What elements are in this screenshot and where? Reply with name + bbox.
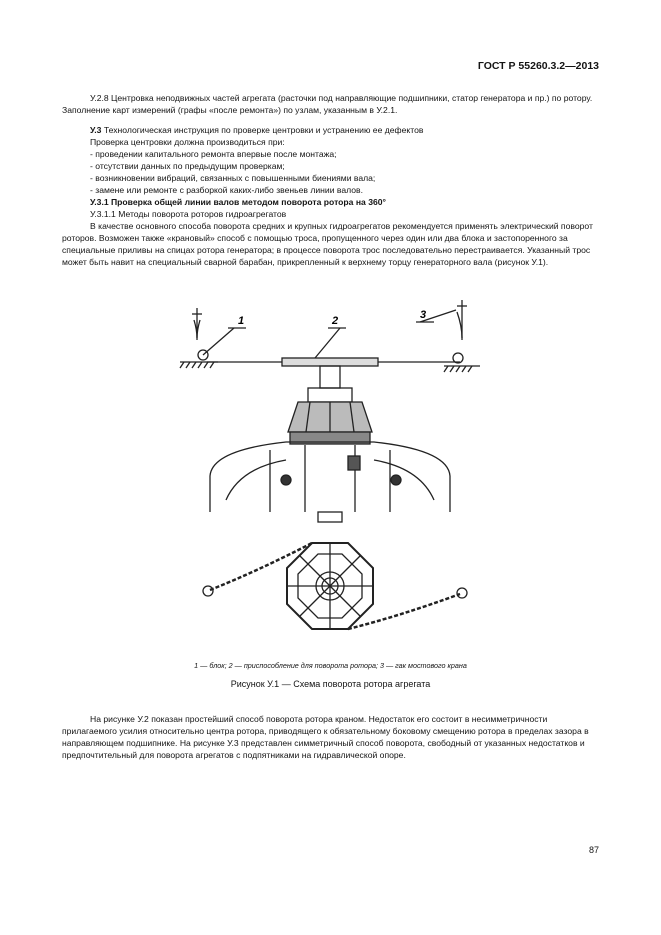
check-item: - возникновении вибраций, связанных с повышенными биениями вала; [90, 173, 376, 183]
shaft-top [320, 366, 340, 388]
section-u31-heading: У.3.1 Проверка общей линии валов методом поворота ротора на 360° [90, 197, 386, 207]
rotation-device [282, 358, 378, 366]
check-item: - замене или ремонте с разборкой каких-либо звеньев линии валов. [90, 185, 364, 195]
figure-legend: 1 — блок; 2 — приспособление для поворота ротора; 3 — гак мостового крана [194, 661, 467, 670]
paragraph-u2-u3: На рисунке У.2 показан простейший способ поворота ротора краном. Недостаток его состоит в несимметричности прилагаемого усилия относительно центра ротора, приводящего к обязательному боковому смещению ротора в пределах зазора в направляющем подшипнике. На рисунке У.3 представлен симметричный способ поворота, свободный от указанных недостатков и предпочтительный для поворота агрегатов с подпятниками на гидравлической опоре. [62, 714, 589, 760]
paragraph-methods: В качестве основного способа поворота средних и крупных гидроагрегатов рекомендуется применять электрический поворот роторов. Возможен также «крановый» способ с помощью троса, пропущенного через один или два блока и застопоренного за специальные приливы на спицах ротора генератора; в процессе поворота трос последовательно перестраивается. Указанный трос может быть навит на специальный сварной барабан, прикрепленный к верхнему торцу генераторного вала (рисунок У.1). [62, 221, 593, 267]
section-u3-title: Технологическая инструкция по проверке центровки и устранению ее дефектов [103, 125, 424, 135]
lower-rope-left [210, 543, 312, 590]
callout-1-leader [203, 328, 234, 355]
figure-rotor-rotation [170, 300, 490, 650]
right-crane-hook [444, 300, 480, 372]
paragraph-u28: У.2.8 Центровка неподвижных частей агрегата (расточки под направляющие подшипники, статор генератора и пр.) по ротору. Заполнение карт измерений (графы «после ремонта») по узлам, указанным в У.2.1. [62, 93, 593, 115]
left-crane-hook [180, 308, 218, 368]
callout-2: 2 [332, 315, 339, 327]
callout-3: 3 [420, 309, 427, 321]
section-u3-heading [62, 124, 599, 136]
callout-1: 1 [238, 315, 245, 327]
section-u3-number: У.3 [90, 125, 102, 135]
check-item: - проведении капитального ремонта впервые после монтажа; [90, 149, 337, 159]
section-u3-block [62, 124, 599, 268]
drum-plan-view [287, 543, 373, 629]
shaft-collar [308, 388, 352, 402]
page-number: 87 [588, 845, 599, 855]
body-text-bottom [62, 713, 599, 761]
figure-caption: Рисунок У.1 — Схема поворота ротора агрегата [230, 679, 431, 689]
shaft-bottom [318, 512, 342, 522]
check-intro: Проверка центровки должна производиться при: [90, 137, 285, 147]
body-text-top [62, 92, 599, 116]
check-item: - отсутствии данных по предыдущим проверкам; [90, 161, 285, 171]
callout-2-leader [315, 328, 340, 358]
section-u311-heading: У.3.1.1 Методы поворота роторов гидроагрегатов [90, 209, 287, 219]
rotor-spider [210, 442, 450, 512]
standard-header: ГОСТ Р 55260.3.2—2013 [477, 60, 599, 72]
